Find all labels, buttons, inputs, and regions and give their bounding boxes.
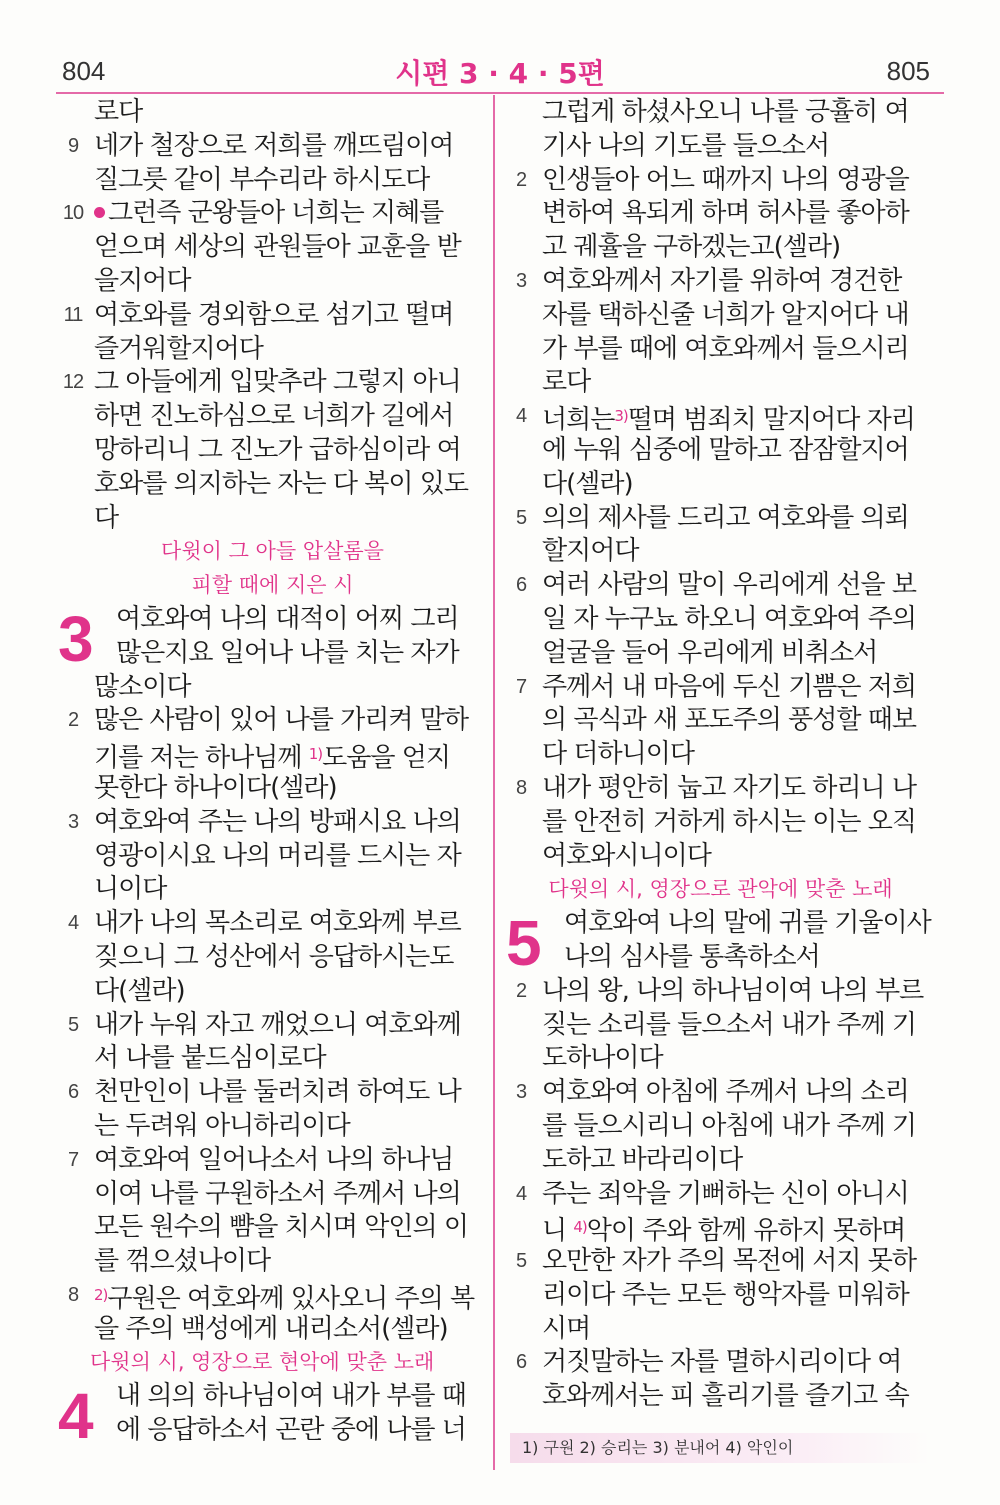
verse-text-part: 내가 평안히 눕고 자기도 하리니 나	[542, 772, 916, 803]
verse-number: 6	[515, 1351, 527, 1374]
verse-text	[94, 975, 185, 1009]
text-line	[60, 704, 485, 738]
text-line	[508, 231, 933, 265]
text-line	[60, 299, 485, 333]
text-line	[60, 975, 485, 1009]
verse-text-part: 를 안전히 거하게 하시는 이는 오직	[542, 806, 916, 837]
verse-text-part: 로다	[94, 97, 143, 127]
chapter4-line	[60, 1380, 485, 1414]
verse-text	[542, 1380, 909, 1414]
text-line	[60, 738, 485, 772]
verse-text-part: 얼굴을 들어 우리에게 비취소서	[542, 637, 878, 668]
verse-text	[542, 434, 909, 468]
verse-text-part: 을지어다	[94, 265, 191, 296]
verse-text	[94, 806, 461, 840]
verse-text-part: 여러 사람의 말이 우리에게 선을 보	[542, 570, 916, 601]
chapter4-line	[60, 1414, 485, 1448]
verse-text-part: 도움을 얻지	[322, 743, 450, 772]
text-line	[508, 569, 933, 603]
verse-text	[542, 197, 909, 231]
text-line	[508, 1009, 933, 1043]
verse-text	[94, 400, 453, 434]
verse-number: 5	[67, 1013, 79, 1036]
footnote-marker: 1)	[308, 745, 323, 764]
text-line	[508, 1245, 933, 1279]
verse-text	[94, 164, 429, 198]
footnote-marker: 3)	[614, 407, 628, 426]
verse-text-part: 기를 저는 하나님께	[94, 743, 309, 772]
verse-text	[542, 1178, 909, 1212]
text-line	[508, 333, 933, 367]
verse-text	[94, 130, 453, 164]
verse-text	[542, 840, 711, 874]
psalm4-heading: 다윗의 시, 영장으로 현악에 맞춘 노래	[90, 1350, 435, 1375]
text-line	[60, 197, 485, 231]
verse-text-part: 얻으며 세상의 관원들아 교훈을 받	[94, 232, 461, 263]
verse-text-part: 주께서 내 마음에 두신 기쁨은 저희	[542, 671, 916, 702]
verse-text	[542, 806, 916, 840]
verse-text-part: 도하나이다	[542, 1043, 663, 1074]
verse-text	[542, 603, 916, 637]
text-line	[508, 299, 933, 333]
verse-text-part: 모든 원수의 뺨을 치시며 악인의 이	[94, 1212, 468, 1243]
verse-text-part: 니	[542, 1216, 574, 1246]
verse-text-part: 고 궤휼을 구하겠는고(셀라)	[542, 232, 841, 263]
verse-text	[94, 1009, 461, 1043]
text-line	[508, 502, 933, 536]
text-line	[508, 366, 933, 400]
text-line	[508, 1346, 933, 1380]
verse-number: 2	[515, 979, 527, 1002]
verse-text	[94, 1076, 461, 1110]
text-line	[60, 96, 485, 130]
text-line	[60, 1042, 485, 1076]
verse-text-part: 내가 나의 목소리로 여호와께 부르	[94, 908, 461, 939]
text-line	[60, 941, 485, 975]
verse-number: 3	[67, 810, 79, 833]
verse-text-part: 여호와시니이다	[542, 840, 711, 871]
verse-text-part: 다(셀라)	[542, 468, 633, 499]
text-line	[60, 1178, 485, 1212]
text-line	[60, 468, 485, 502]
text-line	[60, 1279, 485, 1313]
text-line	[508, 738, 933, 772]
text-line	[508, 772, 933, 806]
verse-number: 4	[67, 912, 79, 935]
verse-number: 2	[515, 168, 527, 191]
text-line	[60, 1211, 485, 1245]
verse-number: 4	[515, 1182, 527, 1205]
verse-number: 8	[515, 776, 527, 799]
verse-text	[542, 1009, 916, 1043]
verse-text	[94, 96, 142, 130]
verse-text	[94, 366, 461, 400]
text-line	[508, 704, 933, 738]
verse-number: 6	[67, 1081, 79, 1104]
verse-text-part: 에 누워 심중에 말하고 잠잠할지어	[542, 434, 909, 465]
verse-text	[94, 197, 443, 231]
text-line	[508, 637, 933, 671]
chapter4-opening	[58, 1380, 485, 1453]
verse-text: 에 응답하소서 곤란 중에 나를 너	[116, 1415, 466, 1446]
verse-text-part: 일 자 누구뇨 하오니 여호와여 주의	[542, 603, 916, 634]
verse-text-part: 는 두려워 아니하리이다	[94, 1110, 350, 1141]
text-line	[508, 975, 933, 1009]
verse-text-part: 여호와여 아침에 주께서 나의 소리	[542, 1077, 909, 1108]
footnote-marker: 4)	[573, 1218, 587, 1237]
verse-text-part: 기사 나의 기도를 들으소서	[542, 130, 830, 161]
text-line	[508, 1313, 933, 1347]
right-verses-psalm4	[508, 96, 933, 873]
text-line	[60, 1144, 485, 1178]
verse-text-part: 그런즉 군왕들아 너희는 지혜를	[108, 198, 444, 229]
verse-text	[542, 1346, 901, 1380]
verse-text	[542, 502, 909, 536]
verse-text	[542, 1211, 905, 1245]
verse-text-part: 많은 사람이 있어 나를 가리켜 말하	[94, 705, 468, 736]
verse-text	[542, 1110, 916, 1144]
verse-text-part: 를 꺾으셨나이다	[94, 1246, 271, 1277]
verse-text	[94, 1279, 474, 1313]
verse-number: 3	[515, 269, 527, 292]
verse-text	[94, 1313, 448, 1347]
text-line	[60, 130, 485, 164]
text-line	[60, 231, 485, 265]
verse-text-part: 그 아들에게 입맞추라 그렇지 아니	[94, 367, 461, 398]
text-line	[508, 806, 933, 840]
verse-text	[542, 468, 633, 502]
verse-text-part: 영광이시요 나의 머리를 드시는 자	[94, 840, 461, 871]
text-line	[508, 164, 933, 198]
verse-text	[94, 738, 450, 772]
left-verses-psalm2	[60, 96, 485, 535]
verse-text-part: 너희는	[542, 405, 615, 434]
footnote-marker: 2)	[94, 1285, 108, 1304]
verse-text-part: 질그릇 같이 부수리라 하시도다	[94, 164, 430, 195]
verse-text	[542, 1144, 742, 1178]
verse-text-part: 나의 왕, 나의 하나님이여 나의 부르	[542, 975, 924, 1006]
text-line	[60, 1076, 485, 1110]
verse-text	[542, 1279, 909, 1313]
verse-number: 4	[515, 405, 527, 428]
verse-text-part: 서 나를 붙드심이로다	[94, 1043, 326, 1074]
text-line	[508, 603, 933, 637]
verse-text	[542, 671, 916, 705]
verse-number: 5	[515, 506, 527, 529]
verse-text	[542, 1042, 663, 1076]
verse-text-part: 악이 주와 함께 유하지 못하며	[586, 1216, 906, 1246]
text-line	[508, 1042, 933, 1076]
verse-text-part: 호와를 의지하는 자는 다 복이 있도	[94, 468, 468, 499]
verse-text	[94, 502, 118, 536]
text-line	[60, 873, 485, 907]
verse-text	[542, 130, 829, 164]
paragraph-marker-icon	[94, 207, 105, 218]
verse-text	[94, 840, 461, 874]
verse-text-part: 못한다 하나이다(셀라)	[94, 772, 337, 803]
verse-number: 12	[62, 371, 84, 394]
left-column	[58, 96, 485, 1453]
verse-number: 8	[67, 1283, 79, 1306]
chapter5-line	[508, 941, 933, 975]
text-line	[508, 1076, 933, 1110]
verse-text-part: 의의 제사를 드리고 여호와를 의뢰	[542, 502, 909, 533]
verse-text	[542, 1076, 909, 1110]
verse-text-part: 거짓말하는 자를 멸하시리이다 여	[542, 1347, 902, 1378]
verse-text-part: 주는 죄악을 기뻐하는 신이 아니시	[542, 1178, 909, 1209]
page-number-right: 805	[886, 56, 930, 86]
verse-text	[542, 1313, 590, 1347]
text-line	[60, 400, 485, 434]
text-line	[508, 400, 933, 434]
verse-text-part: 네가 철장으로 저희를 깨뜨림이여	[94, 130, 454, 161]
text-line	[508, 671, 933, 705]
verse-text	[542, 164, 909, 198]
text-line	[60, 840, 485, 874]
verse-text-part: 떨며 범죄치 말지어다 자리	[627, 405, 915, 434]
verse-text-part: 천만인이 나를 둘러치려 하여도 나	[94, 1077, 461, 1108]
verse-text-part: 다(셀라)	[94, 975, 185, 1006]
verse-text-part: 다	[94, 502, 119, 533]
verse-text: 여호와여 나의 대적이 어찌 그리	[116, 603, 459, 634]
running-title: 시편 3 · 4 · 5편	[395, 57, 605, 90]
verse-text	[542, 265, 901, 299]
text-line	[508, 1380, 933, 1414]
text-line	[508, 840, 933, 874]
verse-number: 11	[63, 303, 83, 326]
chapter3-line	[60, 637, 485, 671]
column-divider	[493, 95, 495, 1470]
verse-number: 9	[67, 134, 79, 157]
text-line	[60, 907, 485, 941]
verse-text-part: 이여 나를 구원하소서 주께서 나의	[94, 1178, 461, 1209]
verse-text	[94, 231, 461, 265]
text-line	[60, 1009, 485, 1043]
verse-text-part: 자를 택하신줄 너희가 알지어다 내	[542, 299, 909, 330]
verse-text-part: 시며	[542, 1313, 591, 1344]
verse-text: 많은지요 일어나 나를 치는 자가	[116, 637, 459, 668]
verse-text	[94, 265, 190, 299]
text-line	[60, 502, 485, 536]
verse-text-part: 도하고 바라리이다	[542, 1144, 743, 1175]
verse-text-part: 을 주의 백성에게 내리소서(셀라)	[94, 1313, 448, 1344]
verse-text-part: 망하리니 그 진노가 급하심이라 여	[94, 434, 461, 465]
verse-number: 2	[67, 709, 79, 732]
verse-text	[542, 231, 840, 265]
verse-text	[542, 569, 916, 603]
text-line	[60, 806, 485, 840]
verse-text-part: 를 들으시리니 아침에 내가 주께 기	[542, 1110, 916, 1141]
verse-text	[94, 299, 453, 333]
verse-text-part: 리이다 주는 모든 행악자를 미워하	[542, 1279, 909, 1310]
verse-text	[94, 772, 337, 806]
verse-text	[94, 1245, 270, 1279]
psalm5-heading: 다윗의 시, 영장으로 관악에 맞춘 노래	[548, 877, 893, 902]
verse-text-part: 변하여 욕되게 하며 허사를 좋아하	[542, 198, 909, 229]
right-verses-psalm5	[508, 975, 933, 1414]
chapter-number-3: 3	[58, 602, 94, 675]
verse-text-part: 호와께서는 피 흘리기를 즐기고 속	[542, 1381, 909, 1412]
verse-text	[542, 400, 915, 434]
verse-text	[94, 1144, 453, 1178]
verse-text-part: 의 곡식과 새 포도주의 풍성할 때보	[542, 705, 916, 736]
verse-number: 7	[515, 675, 527, 698]
chapter3-line	[60, 603, 485, 637]
text-line	[60, 366, 485, 400]
footnotes: 1) 구원 2) 승리는 3) 분내어 4) 악인이	[510, 1433, 930, 1463]
text-line	[508, 468, 933, 502]
psalm3-heading-line1: 다윗이 그 아들 압살롬을	[161, 539, 384, 564]
verse-text	[94, 941, 453, 975]
text-line	[508, 1178, 933, 1212]
verse-text	[542, 535, 638, 569]
verse-text	[542, 333, 909, 367]
psalm3-heading-line2: 피할 때에 지은 시	[191, 573, 354, 598]
text-line	[508, 1110, 933, 1144]
text-line	[508, 130, 933, 164]
chapter-number-5: 5	[506, 907, 542, 980]
text-line	[508, 197, 933, 231]
verse-text-part: 즐거워할지어다	[94, 333, 263, 364]
verse-text-part: 여호와여 일어나소서 나의 하나님	[94, 1144, 454, 1175]
verse-text-part: 다 더하니이다	[542, 739, 694, 770]
verse-text	[542, 96, 909, 130]
text-line	[508, 1211, 933, 1245]
verse-text	[542, 637, 877, 671]
verse-text	[542, 299, 909, 333]
verse-text: 여호와여 나의 말에 귀를 기울이사	[564, 908, 931, 939]
verse-text-part: 오만한 자가 주의 목전에 서지 못하	[542, 1246, 916, 1277]
right-column	[508, 96, 933, 1414]
page-number-left: 804	[62, 56, 106, 86]
verse-text	[94, 907, 461, 941]
verse-number: 7	[67, 1148, 79, 1171]
verse-text	[542, 772, 916, 806]
verse-text-part: 짖으니 그 성산에서 응답하시는도	[94, 941, 454, 972]
text-line	[60, 671, 485, 705]
chapter5-opening	[506, 907, 933, 980]
header-rule	[56, 92, 944, 94]
text-line	[508, 535, 933, 569]
verse-text-part: 내가 누워 자고 깨었으니 여호와께	[94, 1009, 461, 1040]
text-line	[508, 96, 933, 130]
verse-text-part: 로다	[542, 367, 591, 398]
verse-text	[94, 1110, 350, 1144]
verse-text-part: 짖는 소리를 들으소서 내가 주께 기	[542, 1009, 916, 1040]
verse-text-part: 인생들아 어느 때까지 나의 영광을	[542, 164, 909, 195]
chapter-number-4: 4	[58, 1380, 94, 1453]
verse-text-part: 할지어다	[542, 536, 639, 567]
verse-text	[542, 366, 590, 400]
text-line	[60, 333, 485, 367]
text-line	[508, 265, 933, 299]
verse-text	[542, 738, 694, 772]
verse-text	[94, 671, 190, 705]
verse-text	[94, 1211, 468, 1245]
left-verses-psalm3	[60, 671, 485, 1347]
text-line	[508, 434, 933, 468]
verse-text-part: 가 부를 때에 여호와께서 들으시리	[542, 333, 909, 364]
verse-text-part: 여호와께서 자기를 위하여 경건한	[542, 265, 902, 296]
verse-text: 내 의의 하나님이여 내가 부를 때	[116, 1381, 466, 1412]
verse-text-part: 많소이다	[94, 671, 191, 702]
verse-text	[94, 434, 461, 468]
verse-text	[94, 468, 468, 502]
verse-text	[94, 873, 166, 907]
text-line	[60, 434, 485, 468]
verse-text-part: 여호와여 주는 나의 방패시요 나의	[94, 806, 461, 837]
verse-text-part: 하면 진노하심으로 너희가 길에서	[94, 401, 454, 432]
verse-text	[542, 704, 916, 738]
verse-text-part: 구원은 여호와께 있사오니 주의 복	[107, 1283, 475, 1313]
text-line	[60, 164, 485, 198]
verse-text-part: 여호와를 경외함으로 섬기고 떨며	[94, 299, 454, 330]
verse-text	[94, 1178, 461, 1212]
verse-text-part: 그럽게 하셨사오니 나를 긍휼히 여	[542, 97, 909, 127]
verse-text	[94, 1042, 326, 1076]
verse-text-part: 니이다	[94, 874, 167, 905]
text-line	[60, 1245, 485, 1279]
text-line	[508, 1279, 933, 1313]
verse-text	[542, 1245, 916, 1279]
verse-number: 6	[515, 574, 527, 597]
verse-text	[94, 704, 468, 738]
text-line	[60, 265, 485, 299]
chapter3-opening	[58, 602, 485, 675]
verse-number: 5	[515, 1250, 527, 1273]
verse-number: 10	[62, 202, 84, 225]
verse-text	[94, 333, 263, 367]
verse-text	[542, 975, 923, 1009]
chapter5-line	[508, 907, 933, 941]
text-line	[60, 1110, 485, 1144]
verse-number: 3	[515, 1081, 527, 1104]
text-line	[60, 772, 485, 806]
verse-text: 나의 심사를 통촉하소서	[564, 941, 820, 972]
text-line	[60, 1313, 485, 1347]
text-line	[508, 1144, 933, 1178]
